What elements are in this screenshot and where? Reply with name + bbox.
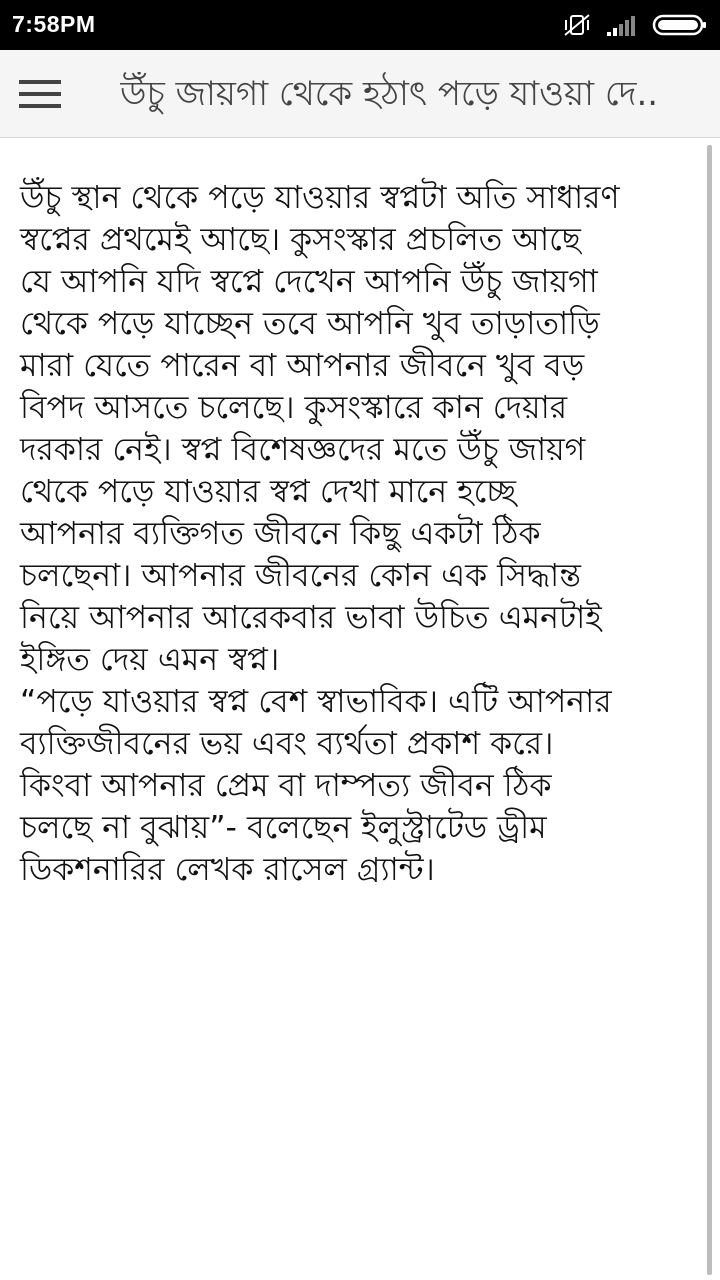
article-paragraph-1: উঁচু স্থান থেকে পড়ে যাওয়ার স্বপ্নটা অতি সাধারণ স্বপ্নের প্রথমেই আছে। কুসংস্কার প্রচলিত আছে যে আপনি যদি স্বপ্নে দেখেন আপনি উঁচু জায়গা থেকে পড়ে যাচ্ছেন তবে আপনি খুব তাড়াতাড়ি মারা যেতে পারেন বা আপনার জীবনে খুব বড় বিপদ আসতে চলেছে। কুসংস্কারে কান দেয়ার দরকার নেই। স্বপ্ন বিশেষজ্ঞদের মতে উঁচু জায়গ থেকে পড়ে যাওয়ার স্বপ্ন দেখা মানে হচ্ছে আপনার ব্যক্তিগত জীবনে কিছু একটা ঠিক চলছেনা। আপনার জীবনের কোন এক সিদ্ধান্ত নিয়ে আপনার আরেকবার ভাবা উচিত এমনটাই ইঙ্গিত দেয় এমন স্বপ্ন। xyxy=(20,180,620,678)
signal-icon xyxy=(606,13,638,37)
article-body xyxy=(20,177,705,891)
status-bar xyxy=(0,0,720,50)
hamburger-menu-icon xyxy=(19,79,61,109)
page-title: উঁচু জায়গা থেকে হঠাৎ পড়ে যাওয়া দে.. xyxy=(120,74,659,114)
article-paragraph-2: “পড়ে যাওয়ার স্বপ্ন বেশ স্বাভাবিক। এটি আপনার ব্যক্তিজীবনের ভয় এবং ব্যর্থতা প্রকাশ করে। কিংবা আপনার প্রেম বা দাম্পত্য জীবন ঠিক চলছে না বুঝায়”- বলেছেন ইলুস্ট্রাটেড ড্রীম ডিকশনারির লেখক রাসেল গ্র্যান্ট। xyxy=(20,684,612,888)
battery-icon xyxy=(652,13,708,37)
article-content[interactable] xyxy=(0,139,720,1280)
status-icons xyxy=(562,12,708,38)
toolbar xyxy=(0,50,720,138)
status-time: 7:58PM xyxy=(12,11,96,37)
vibrate-off-icon xyxy=(562,12,592,38)
scrollbar[interactable] xyxy=(707,145,712,1275)
menu-button[interactable] xyxy=(10,64,70,124)
